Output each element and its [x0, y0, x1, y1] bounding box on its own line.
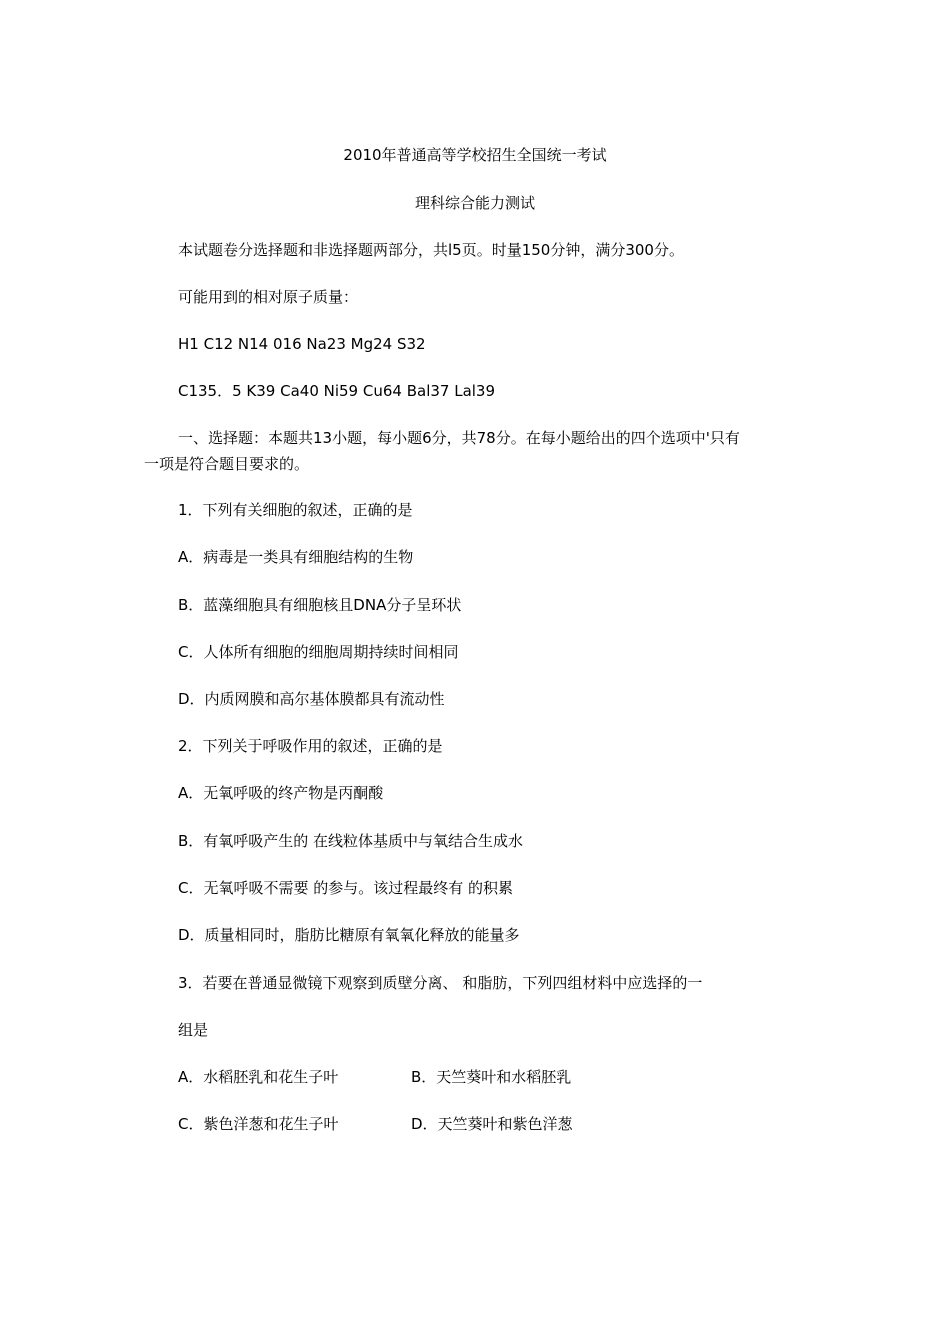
question-option: C．紫色洋葱和花生子叶 [178, 1115, 339, 1133]
atomic-mass-line: H1 C12 N14 016 Na23 Mg24 S32 [178, 335, 426, 353]
question-option: A．水稻胚乳和花生子叶 [178, 1068, 339, 1086]
question-option: D．内质网膜和高尔基体膜都具有流动性 [178, 690, 445, 708]
question-option: B．蓝藻细胞具有细胞核且DNA分子呈环状 [178, 596, 462, 614]
atomic-mass-label: 可能用到的相对原子质量： [178, 288, 359, 306]
section-heading: 一、选择题：本题共13小题，每小题6分，共78分。在每小题给出的四个选项中'只有 [178, 429, 740, 447]
exam-intro: 本试题卷分选择题和非选择题两部分，共l5页。时量150分钟，满分300分。 [178, 241, 684, 259]
question-stem: 3．若要在普通显微镜下观察到质壁分离、 和脂肪，下列四组材料中应选择的一 [178, 974, 703, 992]
document-title: 2010年普通高等学校招生全国统一考试 [343, 146, 607, 164]
question-option: A．病毒是一类具有细胞结构的生物 [178, 548, 414, 566]
question-stem-continuation: 组是 [178, 1021, 209, 1039]
section-heading-continuation: 一项是符合题目要求的。 [144, 455, 310, 473]
question-option: D．天竺葵叶和紫色洋葱 [411, 1115, 573, 1133]
question-option: A．无氧呼吸的终产物是丙酮酸 [178, 784, 384, 802]
question-option: B．天竺葵叶和水稻胚乳 [411, 1068, 572, 1086]
question-stem: 1．下列有关细胞的叙述，正确的是 [178, 501, 413, 519]
question-option: B．有氧呼吸产生的 在线粒体基质中与氧结合生成水 [178, 832, 524, 850]
question-option: C．人体所有细胞的细胞周期持续时间相同 [178, 643, 459, 661]
question-option: C．无氧呼吸不需要 的参与。该过程最终有 的积累 [178, 879, 514, 897]
document-subtitle: 理科综合能力测试 [414, 194, 535, 212]
question-option: D．质量相同时，脂肪比糖原有氧氧化释放的能量多 [178, 926, 520, 944]
atomic-mass-line: C135．5 K39 Ca40 Ni59 Cu64 Bal37 Lal39 [178, 382, 496, 400]
question-stem: 2．下列关于呼吸作用的叙述，正确的是 [178, 737, 443, 755]
